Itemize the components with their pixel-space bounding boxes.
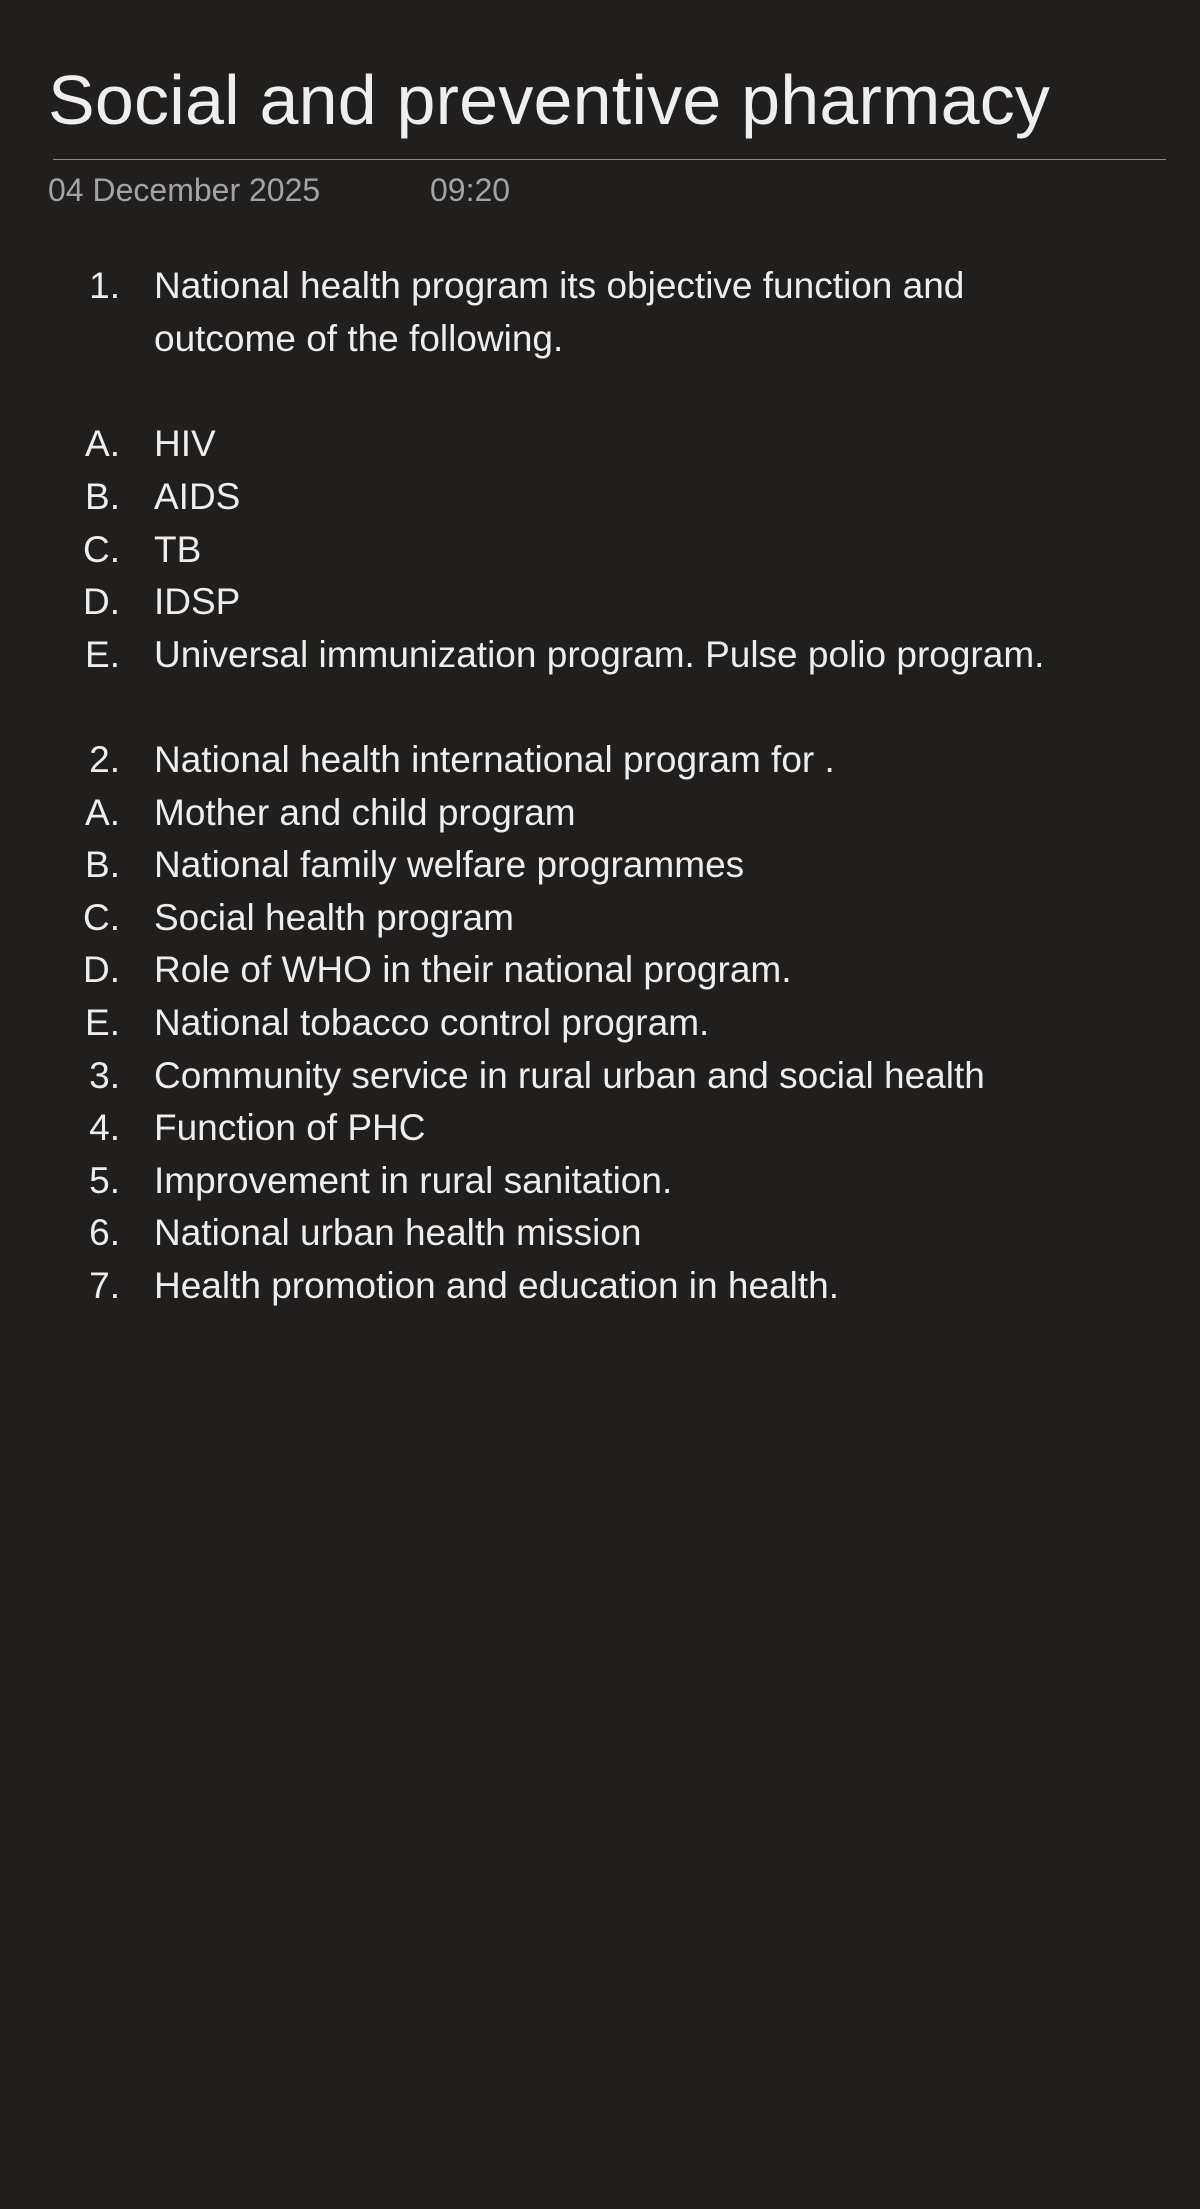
- list-marker: C.: [83, 897, 120, 938]
- list-marker: A.: [85, 423, 120, 464]
- list-item-text: Role of WHO in their national program.: [154, 949, 792, 990]
- list-marker: C.: [83, 529, 120, 570]
- list-marker: 3.: [89, 1055, 120, 1096]
- note-title[interactable]: Social and preventive pharmacy: [48, 61, 1051, 139]
- list-marker: A.: [85, 792, 120, 833]
- list-item-text: National family welfare programmes: [154, 844, 745, 885]
- list-marker: E.: [85, 1002, 120, 1043]
- list-marker: D.: [83, 949, 120, 990]
- list-item-text: National tobacco control program.: [154, 1002, 710, 1043]
- note-time: 09:20: [430, 172, 511, 208]
- note-date: 04 December 2025: [48, 172, 321, 208]
- list-item-text: National health international program for .: [154, 739, 835, 780]
- list-item-text: National urban health mission: [154, 1212, 642, 1253]
- list-item-text: Health promotion and education in health.: [154, 1265, 839, 1306]
- list-item-text: IDSP: [154, 581, 241, 622]
- list-marker: D.: [83, 581, 120, 622]
- list-marker: 7.: [89, 1265, 120, 1306]
- title-divider: [53, 159, 1166, 160]
- list-item-text: National health program its objective function and outcome of the following.: [154, 265, 965, 359]
- list-marker: 6.: [89, 1212, 120, 1253]
- list-item-text: Improvement in rural sanitation.: [154, 1160, 673, 1201]
- list-item-text: Community service in rural urban and social health: [154, 1055, 985, 1096]
- list-item-text: AIDS: [154, 476, 241, 517]
- list-item-text: TB: [154, 529, 202, 570]
- list-marker: B.: [85, 476, 120, 517]
- list-marker: 2.: [89, 739, 120, 780]
- list-item-text: Mother and child program: [154, 792, 576, 833]
- list-item-text: Function of PHC: [154, 1107, 426, 1148]
- list-marker: E.: [85, 634, 120, 675]
- list-marker: B.: [85, 844, 120, 885]
- list-item-text: Universal immunization program. Pulse polio program.: [154, 634, 1045, 675]
- list-marker: 5.: [89, 1160, 120, 1201]
- list-marker: 1.: [89, 265, 120, 306]
- list-item-text: Social health program: [154, 897, 514, 938]
- list-marker: 4.: [89, 1107, 120, 1148]
- list-item-text: HIV: [154, 423, 216, 464]
